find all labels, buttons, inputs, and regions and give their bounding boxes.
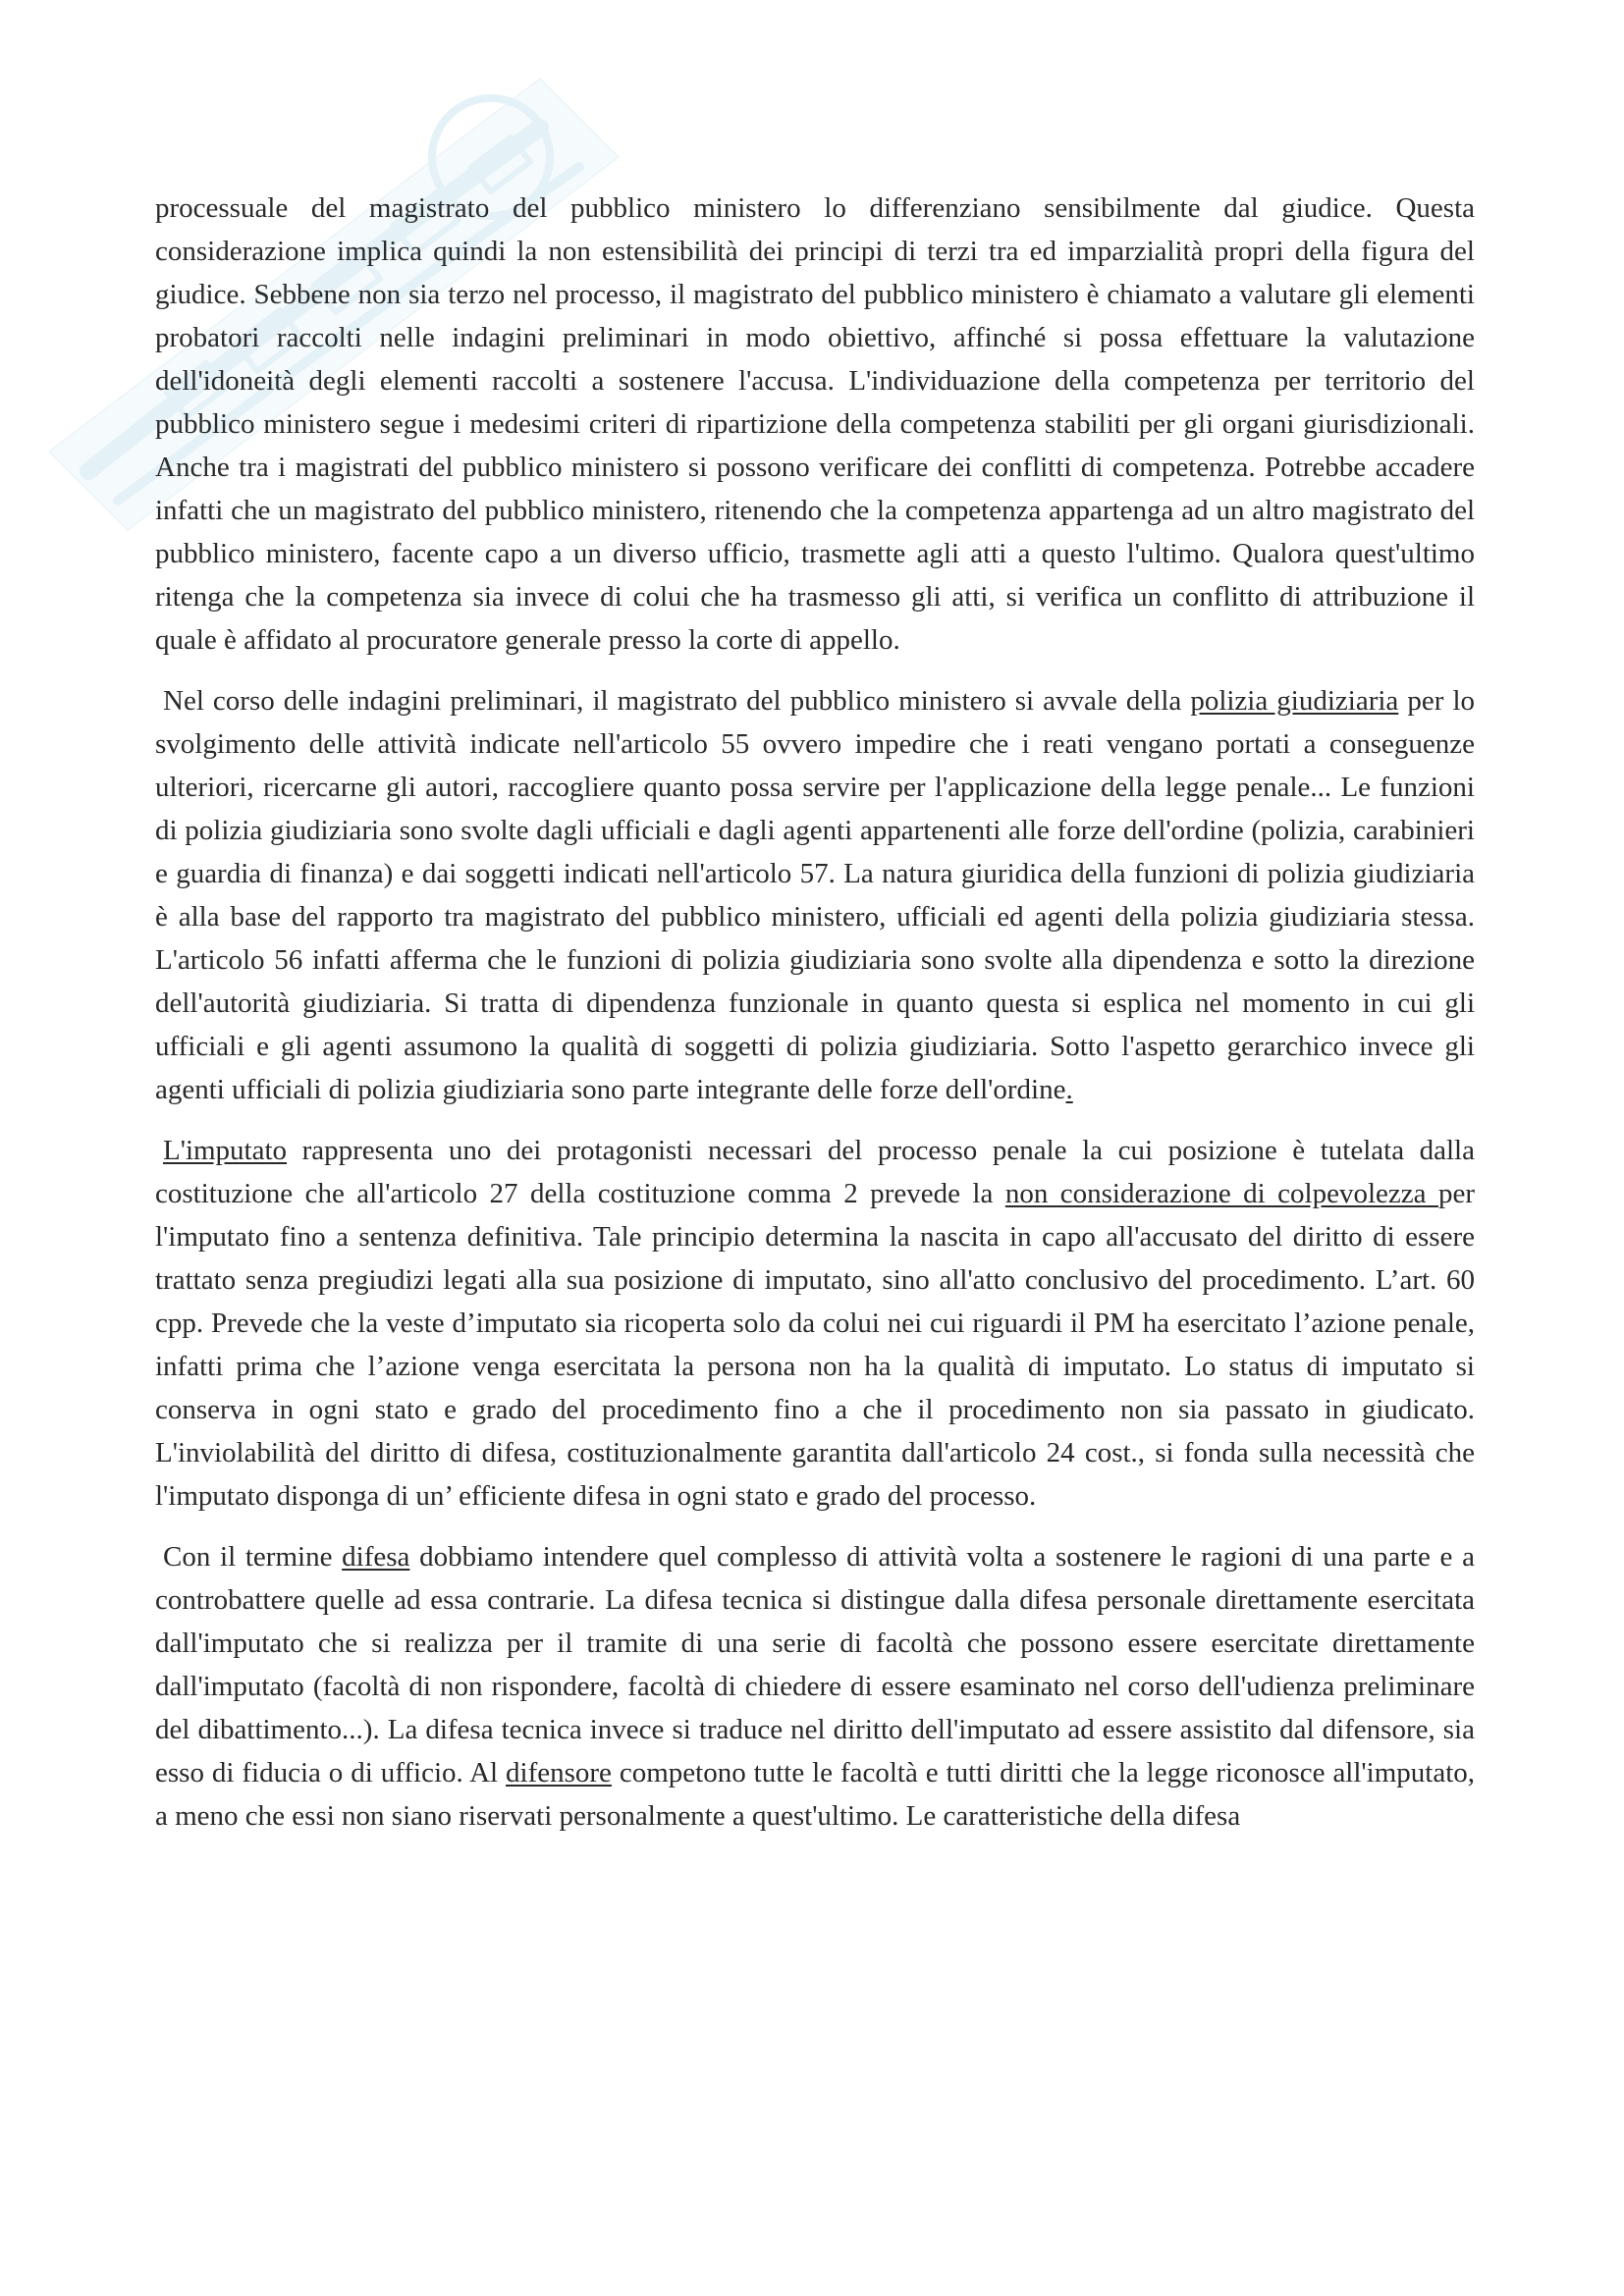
paragraph-difesa — [155, 1535, 1475, 1838]
underlined-term-difesa: difesa — [342, 1541, 410, 1573]
text-run: Con il termine — [163, 1541, 343, 1573]
text-run: Nel corso delle indagini preliminari, il magistrato del pubblico ministero si avvale della — [163, 685, 1191, 717]
text-run: per lo svolgimento delle attività indicate nell'articolo 55 ovvero impedire che i reati vengano portati a conseguenze ulteriori, ricercarne gli autori, raccogliere quanto possa servire per l'applicazione della legge penale... Le funzioni di polizia giudiziaria sono svolte dagli ufficiali e dagli agenti appartenenti alle forze dell'ordine (polizia, carabinieri e guardia di finanza) e dai soggetti indicati nell'articolo 57. La natura giuridica della funzioni di polizia giudiziaria è alla base del rapporto tra magistrato del pubblico ministero, ufficiali ed agenti della polizia giudiziaria stessa. L'articolo 56 infatti afferma che le funzioni di polizia giudiziaria sono svolte alla dipendenza e sotto la direzione dell'autorità giudiziaria. Si tratta di dipendenza funzionale in quanto questa si esplica nel momento in cui gli ufficiali e gli agenti assumono la qualità di soggetti di polizia giudiziaria. Sotto l'aspetto gerarchico invece gli agenti ufficiali di polizia giudiziaria sono parte integrante delle forze dell'ordine — [155, 685, 1475, 1105]
underlined-term-imputato: L'imputato — [163, 1135, 288, 1166]
document-page — [155, 187, 1475, 1838]
underlined-term-non-considerazione: non considerazione di colpevolezza — [1004, 1178, 1438, 1209]
paragraph-imputato — [155, 1129, 1475, 1518]
text-run: processuale del magistrato del pubblico ministero lo differenziano sensibilmente dal giudice. Questa considerazione implica quindi la non estensibilità dei principi di terzi tra ed imparzialità propri della figura del giudice. Sebbene non sia terzo nel processo, il magistrato del pubblico ministero è chiamato a valutare gli elementi probatori raccolti nelle indagini preliminari in modo obiettivo, affinché si possa effettuare la valutazione dell'idoneità degli elementi raccolti a sostenere l'accusa. L'individuazione della competenza per territorio del pubblico ministero segue i medesimi criteri di ripartizione della competenza stabiliti per gli organi giurisdizionali. Anche tra i magistrati del pubblico ministero si possono verificare dei conflitti di competenza. Potrebbe accadere infatti che un magistrato del pubblico ministero, ritenendo che la competenza appartenga ad un altro magistrato del pubblico ministero, facente capo a un diverso ufficio, trasmette agli atti a questo l'ultimo. Qualora quest'ultimo ritenga che la competenza sia invece di colui che ha trasmesso gli atti, si verifica un conflitto di attribuzione il quale è affidato al procuratore generale presso la corte di appello. — [155, 192, 1475, 656]
text-run: dobbiamo intendere quel complesso di attività volta a sostenere le ragioni di una parte e a controbattere quelle ad essa contrarie. La difesa tecnica si distingue dalla difesa personale direttamente esercitata dall'imputato che si realizza per il tramite di una serie di facoltà che possono essere esercitate direttamente dall'imputato (facoltà di non rispondere, facoltà di chiedere di essere esaminato nel corso dell'udienza preliminare del dibattimento...). La difesa tecnica invece si traduce nel diritto dell'imputato ad essere assistito dal difensore, sia esso di fiducia o di ufficio. Al — [155, 1541, 1475, 1789]
paragraph-polizia-giudiziaria — [155, 679, 1475, 1111]
text-run: competono tutte le facoltà e tutti diritti che la legge riconosce all'imputato, a meno che essi non siano riservati personalmente a quest'ultimo. Le caratteristiche della difesa — [155, 1757, 1475, 1832]
text-run: . — [1065, 1074, 1073, 1105]
text-run: rappresenta uno dei protagonisti necessari del processo penale la cui posizione è tutelata dalla costituzione che all'articolo 27 della costituzione comma 2 prevede la — [155, 1135, 1475, 1209]
underlined-term-difensore: difensore — [506, 1757, 612, 1789]
underlined-term-polizia-giudiziaria: polizia giudiziaria — [1190, 685, 1399, 717]
text-run: per l'imputato fino a sentenza definitiva. Tale principio determina la nascita in capo all'accusato del diritto di essere trattato senza pregiudizi legati alla sua posizione di imputato, sino all'atto conclusivo del procedimento. L’art. 60 cpp. Prevede che la veste d’imputato sia ricoperta solo da colui nei cui riguardi il PM ha esercitato l’azione penale, infatti prima che l’azione venga esercitata la persona non ha la qualità di imputato. Lo status di imputato si conserva in ogni stato e grado del procedimento fino a che il procedimento non sia passato in giudicato. L'inviolabilità del diritto di difesa, costituzionalmente garantita dall'articolo 24 cost., si fonda sulla necessità che l'imputato disponga di un’ efficiente difesa in ogni stato e grado del processo. — [155, 1178, 1475, 1512]
paragraph-pubblico-ministero — [155, 187, 1475, 662]
